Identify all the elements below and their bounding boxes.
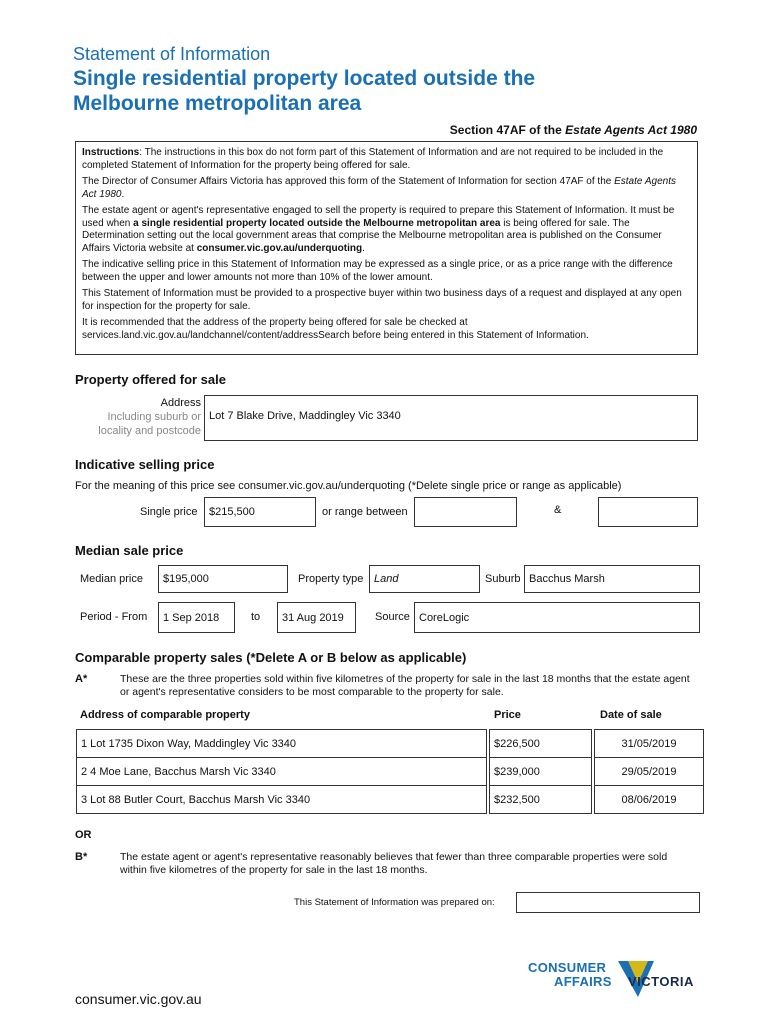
comp-row-3-price[interactable]: $232,500 (489, 785, 592, 814)
instructions-p2-text: The Director of Consumer Affairs Victoria has approved this form of the Statement of Information for section 47AF of the (82, 176, 615, 187)
comp-row-2-address[interactable]: 2 4 Moe Lane, Bacchus Marsh Vic 3340 (76, 757, 487, 786)
underquoting-link[interactable]: consumer.vic.gov.au/underquoting (196, 242, 363, 254)
period-from-field[interactable]: 1 Sep 2018 (158, 602, 235, 633)
option-b-marker: B* (75, 851, 88, 863)
address-label-2: Including suburb or (107, 411, 201, 423)
median-heading: Median sale price (75, 543, 184, 558)
address-label (75, 396, 201, 438)
instructions-p2-end: . (121, 188, 125, 200)
source-label: Source (375, 611, 410, 623)
col-header-price: Price (494, 709, 521, 721)
range-low-field[interactable] (414, 497, 517, 527)
instructions-p3-end: . (362, 242, 365, 254)
median-price-field[interactable]: $195,000 (158, 565, 288, 593)
period-from-label: Period - From (80, 611, 148, 623)
comp-row-2-price[interactable]: $239,000 (489, 757, 592, 786)
range-ampersand: & (554, 504, 562, 516)
logo-line-consumer: CONSUMER (528, 960, 607, 975)
period-to-label: to (251, 611, 261, 623)
doc-type: Statement of Information (73, 44, 271, 64)
comp-row-1-price[interactable]: $226,500 (489, 729, 592, 758)
section-act: Estate Agents Act 1980 (565, 123, 697, 137)
col-header-date: Date of sale (600, 709, 662, 721)
address-field[interactable]: Lot 7 Blake Drive, Maddingley Vic 3340 (204, 395, 698, 441)
title-line-1: Single residential property located outside the (73, 67, 536, 90)
single-price-field[interactable]: $215,500 (204, 497, 316, 527)
comp-row-1-address[interactable]: 1 Lot 1735 Dixon Way, Maddingley Vic 3340 (76, 729, 487, 758)
instructions-p1-text: : The instructions in this box do not form part of this Statement of Information and are not required to be included in the completed Statement of Information for the property being offered for sale. (82, 147, 664, 171)
option-a-text: These are the three properties sold within five kilometres of the property for sale in the last 18 months that the estate agent or agent's representative considers to be most comparable to the property for sale. (120, 673, 690, 698)
logo-line-victoria: VICTORIA (628, 974, 694, 989)
consumer-affairs-victoria-logo (528, 960, 703, 1002)
comp-row-2-date[interactable]: 29/05/2019 (594, 757, 704, 786)
instructions-p3-text-a: The estate agent or agent's representative engaged to sell the property is required to prepare this Statement of Information. It must be used when (82, 205, 675, 229)
prepared-date-field[interactable] (516, 892, 700, 913)
source-field[interactable]: CoreLogic (414, 602, 700, 633)
instructions-p6: It is recommended that the address of the property being offered for sale be checked at services.land.vic.gov.au/landchannel/content/addressSearch before being entered in this Statement of Information. (82, 317, 589, 341)
property-type-field[interactable]: Land (369, 565, 480, 593)
suburb-field[interactable]: Bacchus Marsh (524, 565, 700, 593)
suburb-label: Suburb (485, 573, 521, 585)
instructions-box (75, 141, 698, 355)
indicative-note: For the meaning of this price see consumer.vic.gov.au/underquoting (*Delete single price or range as applicable) (75, 480, 622, 492)
property-heading: Property offered for sale (75, 372, 226, 387)
instructions-p5: This Statement of Information must be provided to a prospective buyer within two business days of a request and displayed at any open for inspection for the property for sale. (82, 288, 682, 312)
instructions-p1 (82, 147, 691, 172)
address-label-3: locality and postcode (98, 425, 201, 437)
median-price-label: Median price (80, 573, 143, 585)
section-reference (450, 123, 697, 137)
property-type-label: Property type (298, 573, 364, 585)
address-label-1: Address (160, 397, 201, 409)
footer-url[interactable]: consumer.vic.gov.au (75, 991, 202, 1007)
comp-row-3-address[interactable]: 3 Lot 88 Butler Court, Bacchus Marsh Vic 3340 (76, 785, 487, 814)
single-price-label: Single price (140, 506, 198, 518)
title-line-2: Melbourne metropolitan area (73, 92, 362, 115)
section-prefix: Section 47AF of the (449, 123, 566, 137)
instructions-p3-text-b: is being offered for sale. The Determination setting out the local government areas that comprise the Melbourne metropolitan area is published on the Consumer Affairs Victoria website at (82, 217, 662, 254)
logo-line-affairs: AFFAIRS (554, 974, 612, 989)
or-label: OR (75, 829, 92, 841)
indicative-heading: Indicative selling price (75, 457, 215, 472)
comp-row-3-date[interactable]: 08/06/2019 (594, 785, 704, 814)
instructions-p2 (82, 176, 691, 201)
comparable-heading: Comparable property sales (*Delete A or B below as applicable) (75, 650, 467, 665)
instructions-label: Instructions (82, 147, 140, 158)
instructions-p3-bold: a single residential property located outside the Melbourne metropolitan area (133, 217, 501, 229)
instructions-p3 (82, 205, 691, 255)
period-to-field[interactable]: 31 Aug 2019 (277, 602, 356, 633)
page-title (73, 66, 535, 116)
col-header-address: Address of comparable property (80, 709, 250, 721)
comp-row-1-date[interactable]: 31/05/2019 (594, 729, 704, 758)
range-high-field[interactable] (598, 497, 698, 527)
prepared-label: This Statement of Information was prepared on: (294, 897, 495, 908)
instructions-p2-act: Estate Agents Act 1980 (82, 176, 676, 200)
range-label: or range between (322, 506, 408, 518)
instructions-p4: The indicative selling price in this Statement of Information may be expressed as a single price, or as a price range with the difference between the upper and lower amounts not more than 10% of the lower amount. (82, 259, 673, 283)
option-b-text: The estate agent or agent's representative reasonably believes that fewer than three comparable properties were sold within five kilometres of the property for sale in the last 18 months. (120, 851, 668, 876)
option-a-marker: A* (75, 673, 88, 685)
